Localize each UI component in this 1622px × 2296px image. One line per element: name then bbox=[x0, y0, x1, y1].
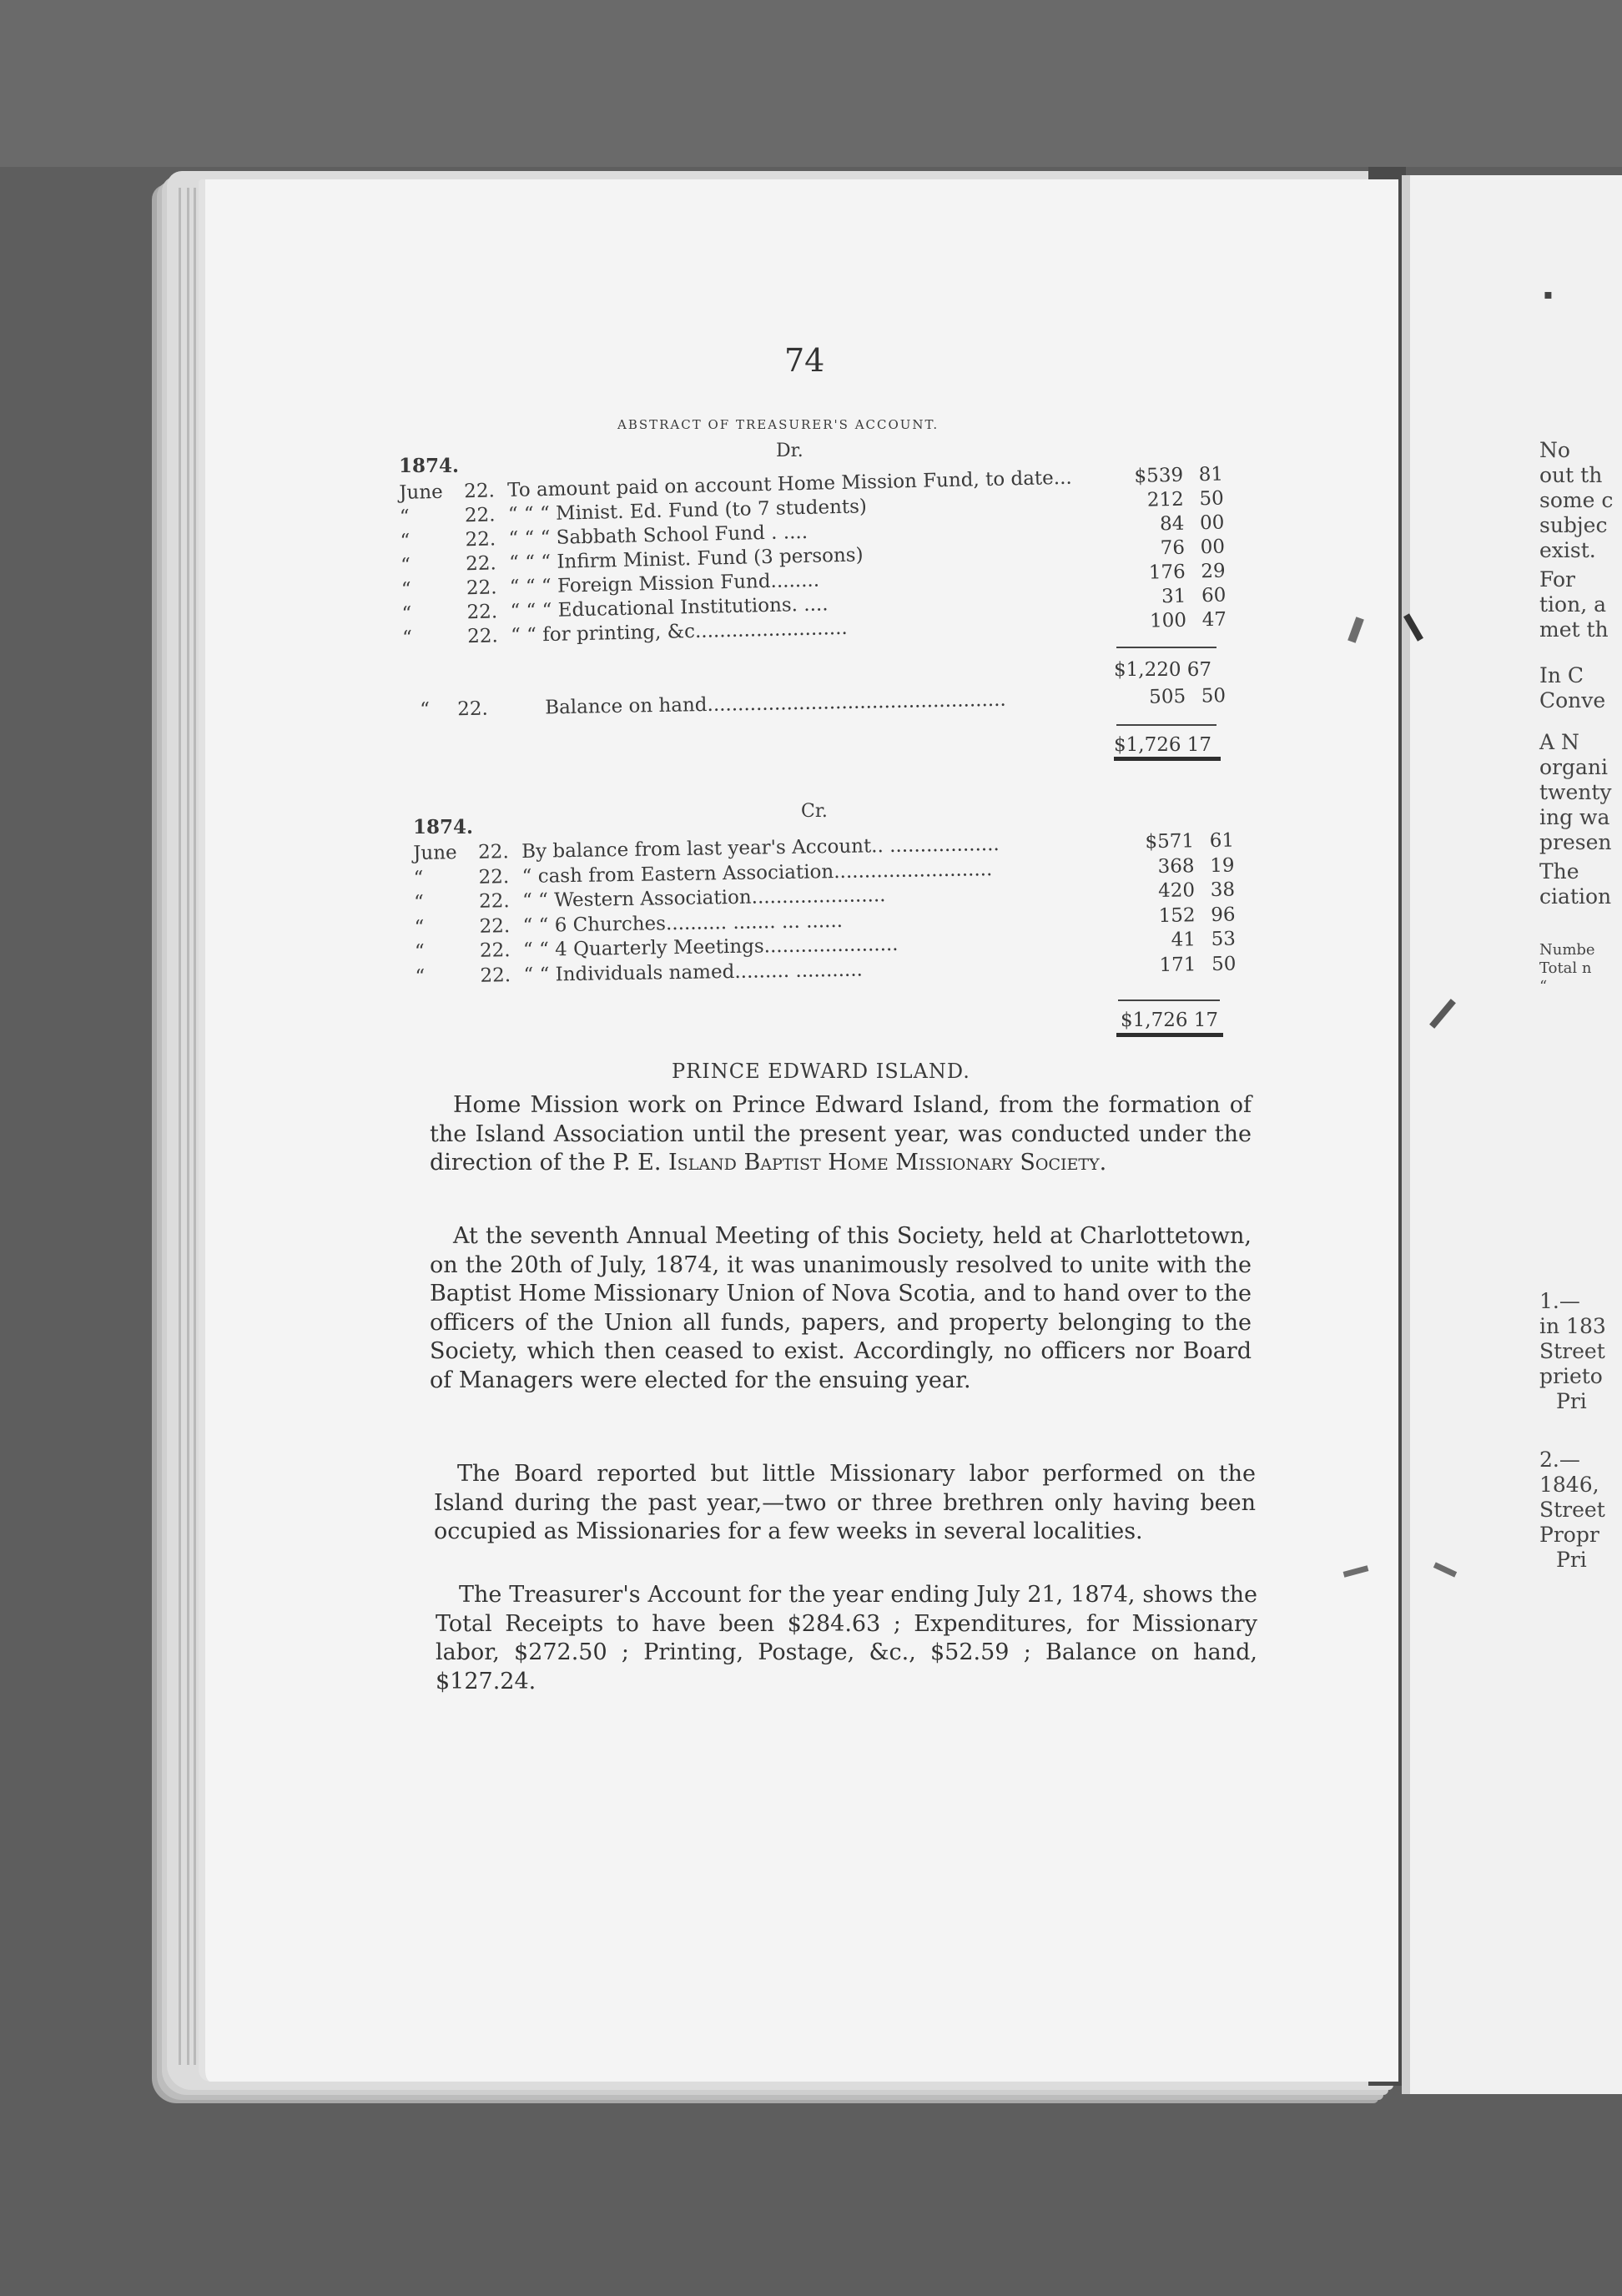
paragraph-2: At the seventh Annual Meeting of this Society, held at Charlottetown, on the 20th of July, 1874, it was unanimously resolved to unite with the Baptist Home Missionary Union of Nova Scotia, and to hand over to the officers of the Union all funds, papers, and property belonging to the Society, which then ceased to exist. Accordingly, no officers nor Board of Managers were elected for the ensuing year. bbox=[430, 1223, 1252, 1393]
section-title: PRINCE EDWARD ISLAND. bbox=[672, 1060, 970, 1083]
entry-description: “ “ 6 Churches.......... ....... ... ...... bbox=[522, 909, 844, 937]
credit-total-rule bbox=[1118, 999, 1220, 1001]
entry-day: 22. bbox=[456, 697, 489, 721]
entry-description: Balance on hand................................................. bbox=[544, 688, 1006, 719]
entry-description: “ “ “ Foreign Mission Fund........ bbox=[509, 569, 820, 599]
entry-dollars: 368 bbox=[1157, 854, 1195, 878]
entry-dollars: 100 bbox=[1149, 609, 1187, 632]
entry-description: “ “ “ Infirm Minist. Fund (3 persons) bbox=[508, 544, 864, 575]
entry-description: “ “ “ Educational Institutions. .... bbox=[510, 593, 829, 623]
entry-cents: 60 bbox=[1201, 584, 1227, 607]
entry-dollars: 84 bbox=[1159, 512, 1185, 536]
entry-cents: 19 bbox=[1210, 854, 1235, 877]
entry-month: “ bbox=[401, 627, 413, 649]
facing-block-d: A N organi twenty ing wa presen bbox=[1539, 730, 1612, 854]
entry-dollars: 76 bbox=[1160, 536, 1186, 560]
entry-month: “ bbox=[414, 940, 426, 963]
entry-description: By balance from last year's Account.. .................. bbox=[521, 833, 1000, 863]
entry-month: June bbox=[413, 842, 457, 864]
credit-double-rule bbox=[1116, 1033, 1223, 1037]
entry-day: 22. bbox=[466, 601, 498, 624]
page-edge bbox=[179, 188, 181, 2065]
facing-block-c: In C Conve bbox=[1539, 663, 1606, 712]
entry-month: “ bbox=[413, 867, 424, 889]
entry-cents: 96 bbox=[1210, 904, 1236, 926]
entry-description: “ “ “ Sabbath School Fund . .... bbox=[508, 521, 808, 551]
credit-table bbox=[413, 829, 1250, 1001]
debit-year: 1874. bbox=[399, 455, 460, 477]
entry-day: 22. bbox=[466, 577, 497, 600]
debit-subtotal-rule bbox=[1116, 647, 1216, 648]
page-edge bbox=[194, 188, 196, 2065]
entry-dollars: $571 bbox=[1145, 830, 1195, 853]
entry-day: 22. bbox=[464, 504, 496, 527]
facing-block-b: For tion, a met th bbox=[1539, 567, 1609, 642]
entry-day: 22. bbox=[477, 841, 509, 864]
debit-subtotal: $1,220 67 bbox=[1114, 659, 1212, 681]
entry-cents: 29 bbox=[1201, 560, 1226, 583]
credit-year: 1874. bbox=[413, 816, 474, 838]
entry-day: 22. bbox=[480, 964, 511, 987]
entry-cents: 50 bbox=[1211, 953, 1237, 975]
entry-month: “ bbox=[400, 554, 411, 577]
entry-cents: 50 bbox=[1199, 487, 1224, 511]
entry-month: “ bbox=[414, 916, 425, 939]
entry-month: “ bbox=[415, 965, 426, 988]
entry-cents: 38 bbox=[1210, 879, 1236, 901]
paragraph-3: The Board reported but little Missionary labor performed on the Island during the past year,—two or three brethren only having been occupied as Missionaries for a few weeks in several localities. bbox=[434, 1461, 1256, 1544]
credit-total: $1,726 17 bbox=[1121, 1010, 1219, 1031]
entry-month: “ bbox=[400, 578, 411, 601]
facing-page: ▪ No out th some c subjec exist. For tion, a met th In C Conve A N organi twenty ing wa presen The ciation Numbe Total n “ 1.— in 183 Street prieto Pri 2.— 1846, Street Propr Pri bbox=[1402, 175, 1622, 2094]
entry-cents: 53 bbox=[1211, 928, 1237, 950]
entry-description: “ “ Western Association...................... bbox=[521, 884, 886, 912]
entry-day: 22. bbox=[463, 480, 496, 503]
entry-month: “ bbox=[401, 602, 412, 625]
entry-description: “ “ 4 Quarterly Meetings...................... bbox=[522, 933, 899, 961]
facing-block-h: 2.— 1846, Street Propr Pri bbox=[1539, 1448, 1605, 1572]
entry-description: “ “ Individuals named......... ........... bbox=[523, 959, 864, 986]
entry-cents: 81 bbox=[1198, 463, 1224, 486]
entry-month: “ bbox=[420, 698, 431, 721]
debit-double-rule bbox=[1114, 757, 1221, 761]
entry-cents: 47 bbox=[1201, 608, 1227, 632]
credit-label: Cr. bbox=[801, 801, 828, 822]
page-number: 74 bbox=[784, 342, 825, 379]
paragraph-4: The Treasurer's Account for the year ending July 21, 1874, shows the Total Receipts to have been $284.63 ; Expenditures, for Missionary labor, $272.50 ; Printing, Postage, &c., $52.59 ; Balance on hand, $127.24. bbox=[436, 1582, 1257, 1694]
facing-block-f: Numbe Total n “ bbox=[1539, 941, 1595, 995]
debit-table bbox=[399, 463, 1237, 649]
entry-day: 22. bbox=[479, 939, 511, 962]
entry-dollars: 176 bbox=[1148, 561, 1186, 584]
entry-dollars: $539 bbox=[1134, 464, 1184, 487]
paragraph-1: Home Mission work on Prince Edward Island, from the formation of the Island Association until the present year, was conducted under the direction of the P. E. Island Baptist Home Missionary Society. bbox=[430, 1092, 1252, 1176]
facing-block-e: The ciation bbox=[1539, 859, 1612, 909]
entry-cents: 00 bbox=[1200, 536, 1226, 559]
entry-description: To amount paid on account Home Mission Fund, to date... bbox=[506, 466, 1072, 502]
entry-month: “ bbox=[399, 506, 411, 528]
account-title: ABSTRACT OF TREASURER'S ACCOUNT. bbox=[617, 417, 939, 432]
entry-month: June bbox=[399, 481, 444, 504]
entry-month: “ bbox=[400, 530, 411, 552]
entry-dollars: 505 bbox=[1148, 685, 1186, 708]
debit-total: $1,726 17 bbox=[1114, 734, 1212, 756]
entry-day: 22. bbox=[466, 625, 499, 648]
scan-background bbox=[0, 0, 1622, 167]
entry-day: 22. bbox=[478, 865, 510, 889]
debit-label: Dr. bbox=[776, 441, 803, 461]
entry-dollars: 171 bbox=[1159, 953, 1196, 976]
entry-month: “ bbox=[413, 891, 425, 914]
entry-cents: 61 bbox=[1209, 829, 1235, 853]
entry-description: “ “ “ Minist. Ed. Fund (to 7 students) bbox=[507, 496, 868, 526]
debit-total-rule bbox=[1116, 724, 1216, 726]
entry-cents: 50 bbox=[1201, 685, 1227, 707]
page-edge bbox=[187, 188, 189, 2065]
entry-day: 22. bbox=[479, 914, 511, 938]
facing-block-g: 1.— in 183 Street prieto Pri bbox=[1539, 1289, 1606, 1413]
entry-dollars: 152 bbox=[1158, 904, 1196, 927]
entry-day: 22. bbox=[465, 552, 497, 576]
entry-dollars: 420 bbox=[1157, 879, 1196, 902]
entry-description: “ cash from Eastern Association.......................... bbox=[521, 858, 993, 888]
entry-dollars: 212 bbox=[1146, 488, 1185, 511]
entry-day: 22. bbox=[465, 528, 496, 551]
entry-day: 22. bbox=[478, 890, 510, 913]
entry-dollars: 31 bbox=[1161, 585, 1186, 608]
entry-cents: 00 bbox=[1199, 511, 1225, 535]
facing-block-a: No out th some c subjec exist. bbox=[1539, 438, 1614, 562]
entry-description: “ “ for printing, &c......................... bbox=[510, 617, 848, 647]
entry-dollars: 41 bbox=[1171, 929, 1196, 951]
